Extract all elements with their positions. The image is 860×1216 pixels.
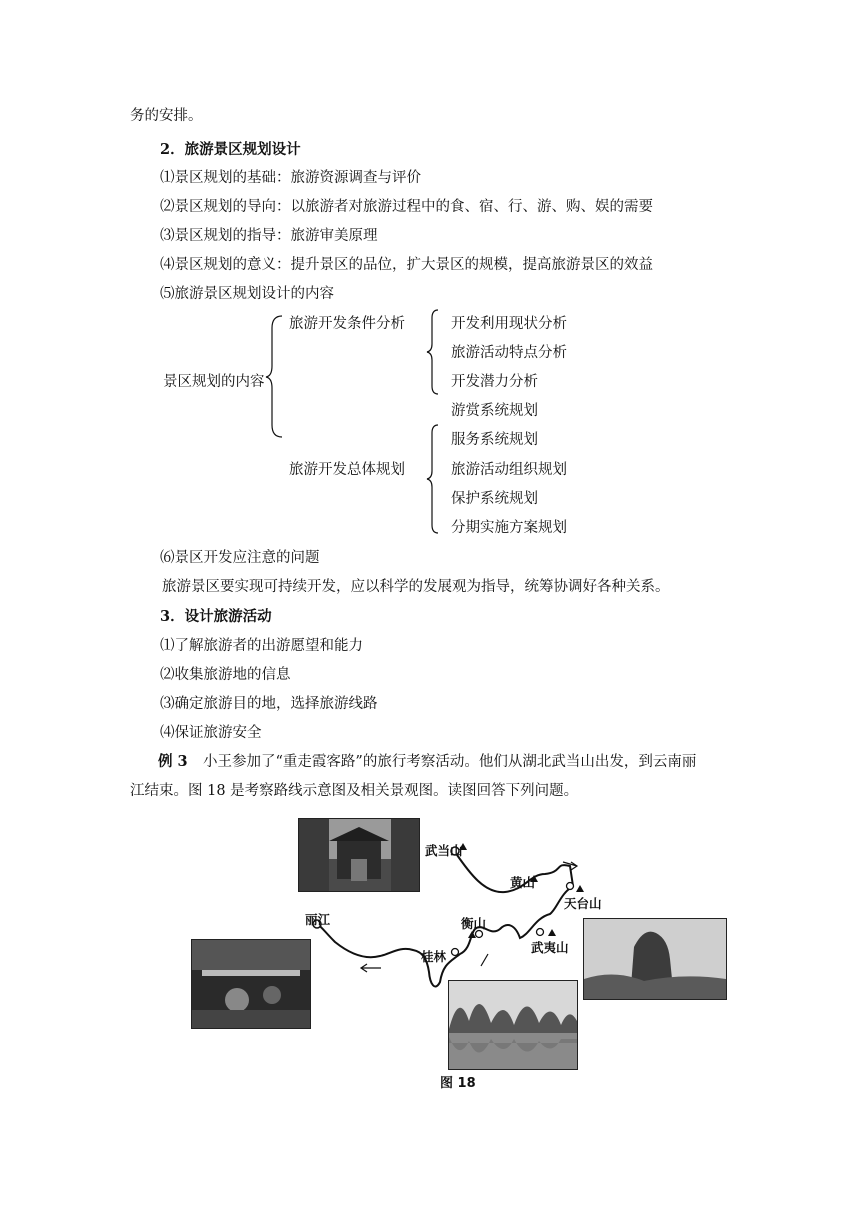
section3-item-4: ⑷保证旅游安全 xyxy=(160,725,262,741)
branch1-leaf: 开发潜力分析 xyxy=(451,374,538,390)
section2-item-4: ⑷景区规划的意义：提升景区的品位，扩大景区的规模，提高旅游景区的效益 xyxy=(160,257,653,273)
section3-heading: 3．设计旅游活动 xyxy=(160,608,272,625)
place-label-hengshan: 衡山 xyxy=(461,916,487,931)
branch2-leaf: 服务系统规划 xyxy=(451,432,538,448)
place-label-tiantai: 天台山 xyxy=(564,896,602,911)
section2-item-2: ⑵景区规划的导向：以旅游者对旅游过程中的食、宿、行、游、购、娱的需要 xyxy=(160,199,653,215)
section2-item-1: ⑴景区规划的基础：旅游资源调查与评价 xyxy=(160,170,421,186)
example-line-2: 江结束。图 18 是考察路线示意图及相关景观图。读图回答下列问题。 xyxy=(130,783,579,799)
place-label-wudang: 武当山 xyxy=(425,843,463,858)
section3-item-2: ⑵收集旅游地的信息 xyxy=(160,667,291,683)
figure-caption: 图 18 xyxy=(440,1076,476,1091)
branch1-leaf: 开发利用现状分析 xyxy=(451,316,567,332)
route-figure xyxy=(185,814,730,1094)
example-line-1: 小王参加了“重走霞客路”的旅行考察活动。他们从湖北武当山出发，到云南丽 xyxy=(203,754,697,770)
place-label-lijiang: 丽江 xyxy=(305,912,331,927)
branch2-label: 旅游开发总体规划 xyxy=(289,462,405,478)
branch2-brace xyxy=(425,423,441,535)
intro-tail: 务的安排。 xyxy=(130,108,203,124)
section3-item-1: ⑴了解旅游者的出游愿望和能力 xyxy=(160,638,363,654)
section3-item-3: ⑶确定旅游目的地，选择旅游线路 xyxy=(160,696,378,712)
place-label-wuyi: 武夷山 xyxy=(531,940,569,955)
section2-heading: 2．旅游景区规划设计 xyxy=(160,141,301,158)
place-label-guilin: 桂林 xyxy=(421,949,447,964)
lijiang-photo xyxy=(191,939,311,1029)
root-brace xyxy=(264,314,286,439)
guilin-photo xyxy=(448,980,578,1070)
section2-item-6-text: 旅游景区要实现可持续开发，应以科学的发展观为指导，统筹协调好各种关系。 xyxy=(162,579,670,595)
section2-item-5: ⑸旅游景区规划设计的内容 xyxy=(160,286,334,302)
branch1-leaf: 旅游活动特点分析 xyxy=(451,345,567,361)
section2-item-6: ⑹景区开发应注意的问题 xyxy=(160,550,320,566)
wuyi-photo xyxy=(583,918,727,1000)
tree-root: 景区规划的内容 xyxy=(163,374,265,390)
branch2-leaf: 分期实施方案规划 xyxy=(451,520,567,536)
example-label: 例 3 xyxy=(158,753,188,770)
wudang-photo xyxy=(298,818,420,892)
branch1-label: 旅游开发条件分析 xyxy=(289,316,405,332)
branch1-brace xyxy=(425,308,441,396)
branch2-leaf: 保护系统规划 xyxy=(451,491,538,507)
section2-item-3: ⑶景区规划的指导：旅游审美原理 xyxy=(160,228,378,244)
branch2-leaf: 游赏系统规划 xyxy=(451,403,538,419)
place-label-huangshan: 黄山 xyxy=(510,875,536,890)
branch2-leaf: 旅游活动组织规划 xyxy=(451,462,567,478)
